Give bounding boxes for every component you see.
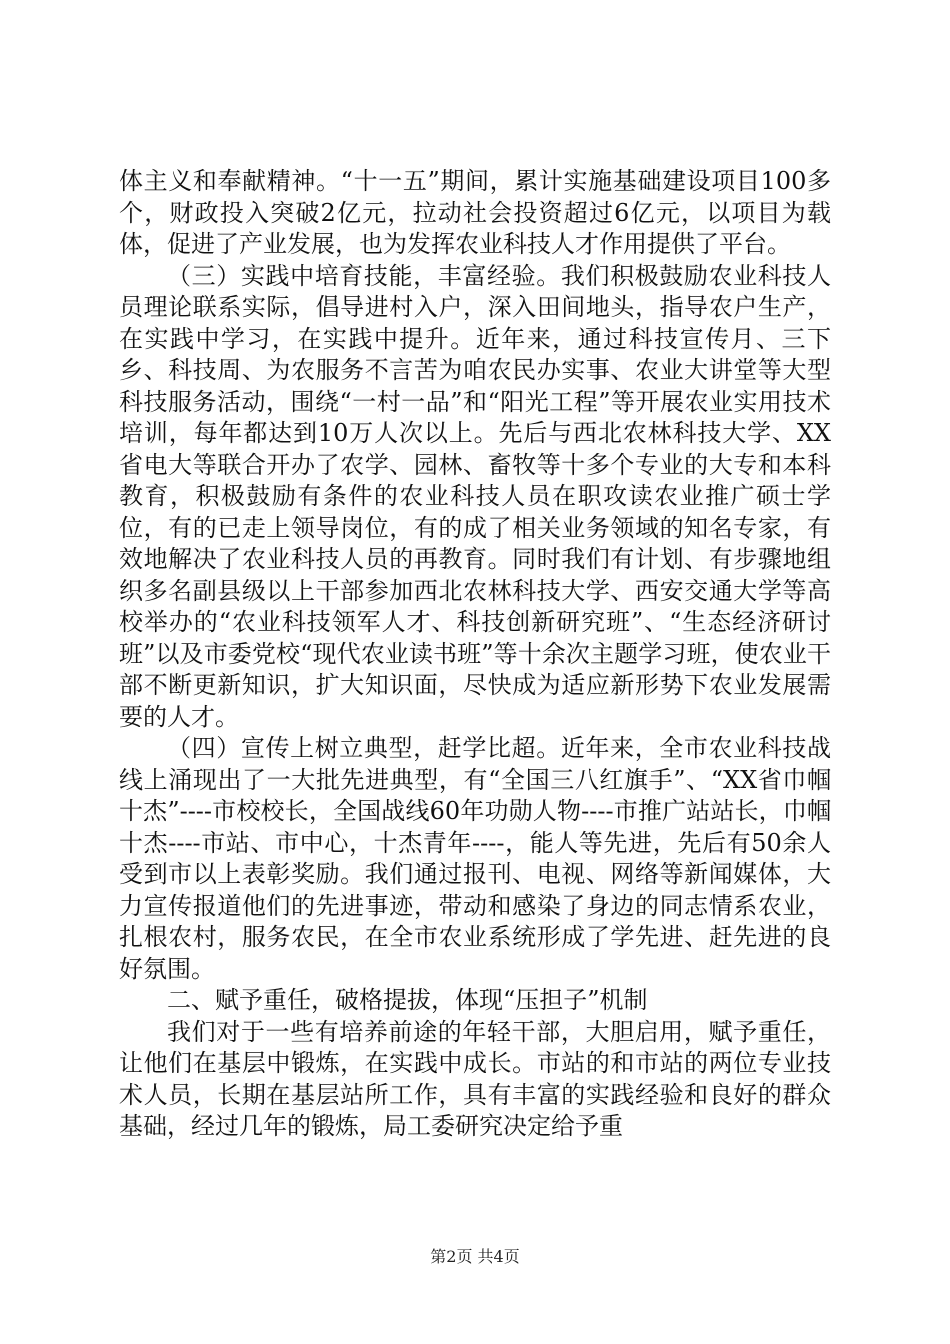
- paragraph-typical-models: （四）宣传上树立典型，赶学比超。近年来，全市农业科技战线上涌现出了一大批先进典型，有“全国三八红旗手”、“XX省巾帼十杰”----市校校长，全国战线60年功勋人物----市推广站站长，巾帼十杰----市站、市中心，十杰青年----，能人等先进，先后有50余人受到市以上表彰奖励。我们通过报刊、电视、网络等新闻媒体，大力宣传报道他们的先进事迹，带动和感染了身边的同志情系农业，扎根农村，服务农民，在全市农业系统形成了学先进、赶先进的良好氛围。: [119, 734, 831, 983]
- document-body: [119, 166, 831, 1143]
- paragraph-young-cadres: 我们对于一些有培养前途的年轻干部，大胆启用，赋予重任，让他们在基层中锻炼，在实践中成长。市站的和市站的两位专业技术人员，长期在基层站所工作，具有丰富的实践经验和良好的群众基础，经过几年的锻炼，局工委研究决定给予重: [119, 1017, 831, 1140]
- paragraph-practice-skills: （三）实践中培育技能，丰富经验。我们积极鼓励农业科技人员理论联系实际，倡导进村入户，深入田间地头，指导农户生产，在实践中学习，在实践中提升。近年来，通过科技宣传月、三下乡、科技周、为农服务不言苦为咱农民办实事、农业大讲堂等大型科技服务活动，围绕“一村一品”和“阳光工程”等开展农业实用技术培训，每年都达到10万人次以上。先后与西北农林科技大学、XX省电大等联合开办了农学、园林、畜牧等十多个专业的大专和本科教育，积极鼓励有条件的农业科技人员在职攻读农业推广硕士学位，有的已走上领导岗位，有的成了相关业务领域的知名专家，有效地解决了农业科技人员的再教育。同时我们有计划、有步骤地组织多名副县级以上干部参加西北农林科技大学、西安交通大学等高校举办的“农业科技领军人才、科技创新研究班”、“生态经济研讨班”以及市委党校“现代农业读书班”等十余次主题学习班，使农业干部不断更新知识，扩大知识面，尽快成为适应新形势下农业发展需要的人才。: [119, 261, 831, 731]
- section-heading-responsibility: 二、赋予重任，破格提拔，体现“压担子”机制: [167, 986, 648, 1014]
- paragraph-continuation: 体主义和奉献精神。“十一五”期间，累计实施基础建设项目100多个，财政投入突破2亿元，拉动社会投资超过6亿元，以项目为载体，促进了产业发展，也为发挥农业科技人才作用提供了平台。: [119, 167, 831, 258]
- page-number: 第2页 共4页: [430, 1247, 520, 1266]
- page-footer: [0, 1247, 950, 1267]
